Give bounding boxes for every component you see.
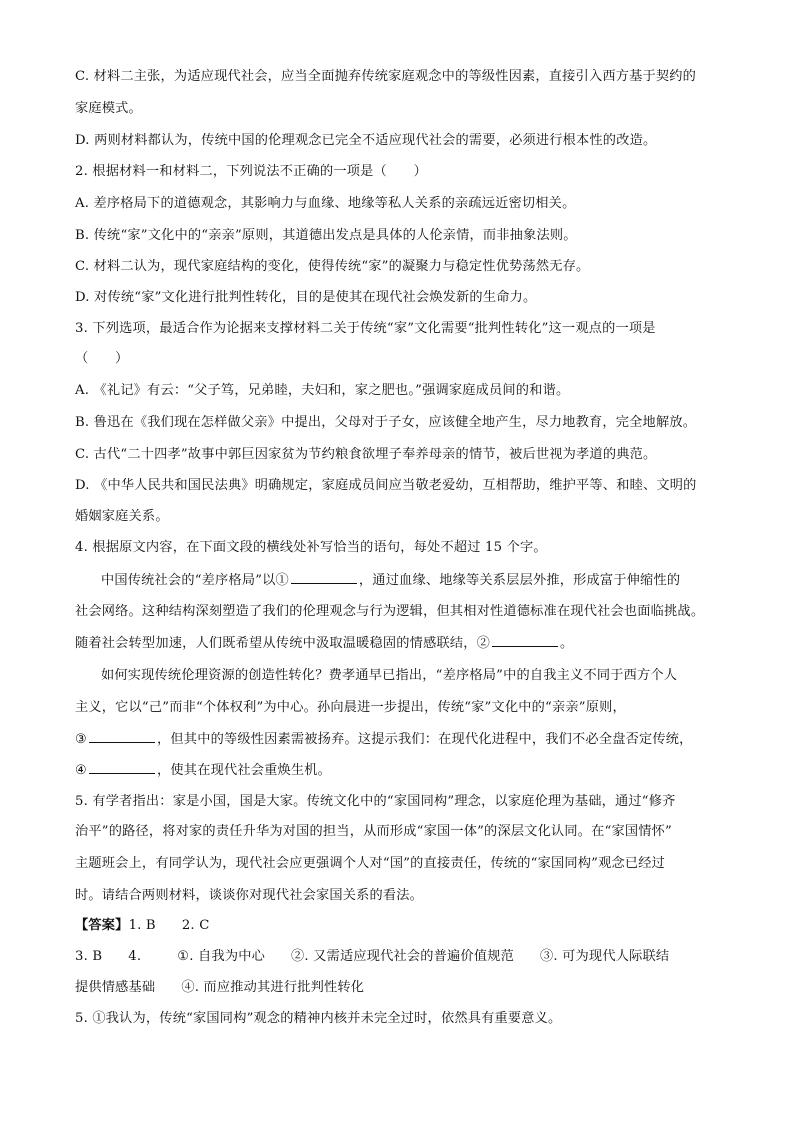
q2-option-a: A. 差序格局下的道德观念，其影响力与血缘、地缘等私人关系的亲疏远近密切相关。	[75, 196, 576, 211]
q5-line4: 时。请结合两则材料，谈谈你对现代社会家国关系的看法。	[75, 888, 424, 903]
q3-option-c: C. 古代“二十四孝”故事中郭巨因家贫为节约粮食欲埋子奉养母亲的情节，被后世视为孝道的典范。	[75, 447, 657, 462]
q1-option-c-line1: C. 材料二主张，为适应现代社会，应当全面抛弃传统家庭观念中的等级性因素，直接引入西方基于契约的	[75, 69, 697, 84]
q2-option-d: D. 对传统“家”文化进行批判性转化，目的是使其在现代社会焕发新的生命力。	[75, 290, 537, 305]
q4-para1-line2: 社会网络。这种结构深刻塑造了我们的伦理观念与行为逻辑，但其相对性道德标准在现代社会也面临挑战。	[75, 604, 705, 619]
blank-line-3	[89, 730, 155, 743]
q5-line3: 主题班会上，有同学认为，现代社会应更强调个人对“国”的直接责任，传统的“家国同构”观念已经过	[75, 856, 666, 871]
q3-stem-line2: （ ）	[75, 351, 129, 366]
q4-para1-line3: 随着社会转型加速，人们既希望从传统中汲取温暖稳固的情感联结，② 。	[75, 636, 574, 651]
q2-stem: 2. 根据材料一和材料二，下列说法不正确的一项是（ ）	[75, 164, 428, 179]
q4-para2-line4: ④ ，使其在现代社会重焕生机。	[75, 763, 332, 778]
q2-option-c: C. 材料二认为，现代家庭结构的变化，使得传统“家”的凝聚力与稳定性优势荡然无存。	[75, 259, 590, 274]
q4-para2-line3: ③ ，但其中的等级性因素需被扬弃。这提示我们：在现代化进程中，我们不必全盘否定传统，	[75, 732, 693, 747]
q5-line2: 治平”的路径，将对家的责任升华为对国的担当，从而形成“家国一体”的深层文化认同。在“家国情怀”	[75, 824, 672, 839]
q3-option-d-line2: 婚姻家庭关系。	[75, 509, 169, 524]
answer-line2: 3. B 4. ①. 自我为中心 ②. 又需适应现代社会的普遍价值规范 ③. 可为现代人际联结	[75, 949, 670, 964]
q3-option-a: A. 《礼记》有云：“父子笃，兄弟睦，夫妇和，家之肥也。”强调家庭成员间的和谐。	[75, 383, 570, 398]
q3-option-b: B. 鲁迅在《我们现在怎样做父亲》中提出，父母对于子女，应该健全地产生，尽力地教育，完全地解放。	[75, 415, 697, 430]
q1-option-d: D. 两则材料都认为，传统中国的伦理观念已完全不适应现代社会的需要，必须进行根本性的改造。	[75, 133, 657, 148]
answer-line3: 提供情感基础 ④. 而应推动其进行批判性转化	[75, 980, 365, 995]
answer-line1: 【答案】1. B 2. C	[75, 918, 210, 933]
q1-option-c-line2: 家庭模式。	[75, 101, 142, 116]
q3-option-d-line1: D. 《中华人民共和国民法典》明确规定，家庭成员间应当敬老爱幼，互相帮助，维护平等、和睦、文明的	[75, 478, 697, 493]
q4-para2-line2: 主义，它以“己”而非“个体权利”为中心。孙向晨进一步提出，传统“家”文化中的“亲亲”原则，	[75, 700, 626, 715]
answer-label: 【答案】	[75, 918, 129, 933]
q3-stem-line1: 3. 下列选项，最适合作为论据来支撑材料二关于传统“家”文化需要“批判性转化”这一观点的一项是	[75, 321, 656, 336]
blank-line-2	[492, 634, 558, 647]
q2-option-b: B. 传统“家”文化中的“亲亲”原则，其道德出发点是具体的人伦亲情，而非抽象法则。	[75, 228, 577, 243]
q5-line1: 5. 有学者指出：家是小国，国是大家。传统文化中的“家国同构”理念，以家庭伦理为基础，通过“修齐	[75, 794, 676, 809]
q4-para1-line1: 中国传统社会的“差序格局”以① ，通过血缘、地缘等关系层层外推，形成富于伸缩性的	[101, 573, 681, 588]
q4-para2-line1: 如何实现传统伦理资源的创造性转化？费孝通早已指出，“差序格局”中的自我主义不同于西方个人	[101, 668, 678, 683]
blank-line-1	[291, 571, 357, 584]
answer-line4: 5. ①我认为，传统“家国同构”观念的精神内核并未完全过时，依然具有重要意义。	[75, 1011, 562, 1026]
q4-stem: 4. 根据原文内容，在下面文段的横线处补写恰当的语句，每处不超过 15 个字。	[75, 540, 547, 555]
blank-line-4	[89, 761, 155, 774]
